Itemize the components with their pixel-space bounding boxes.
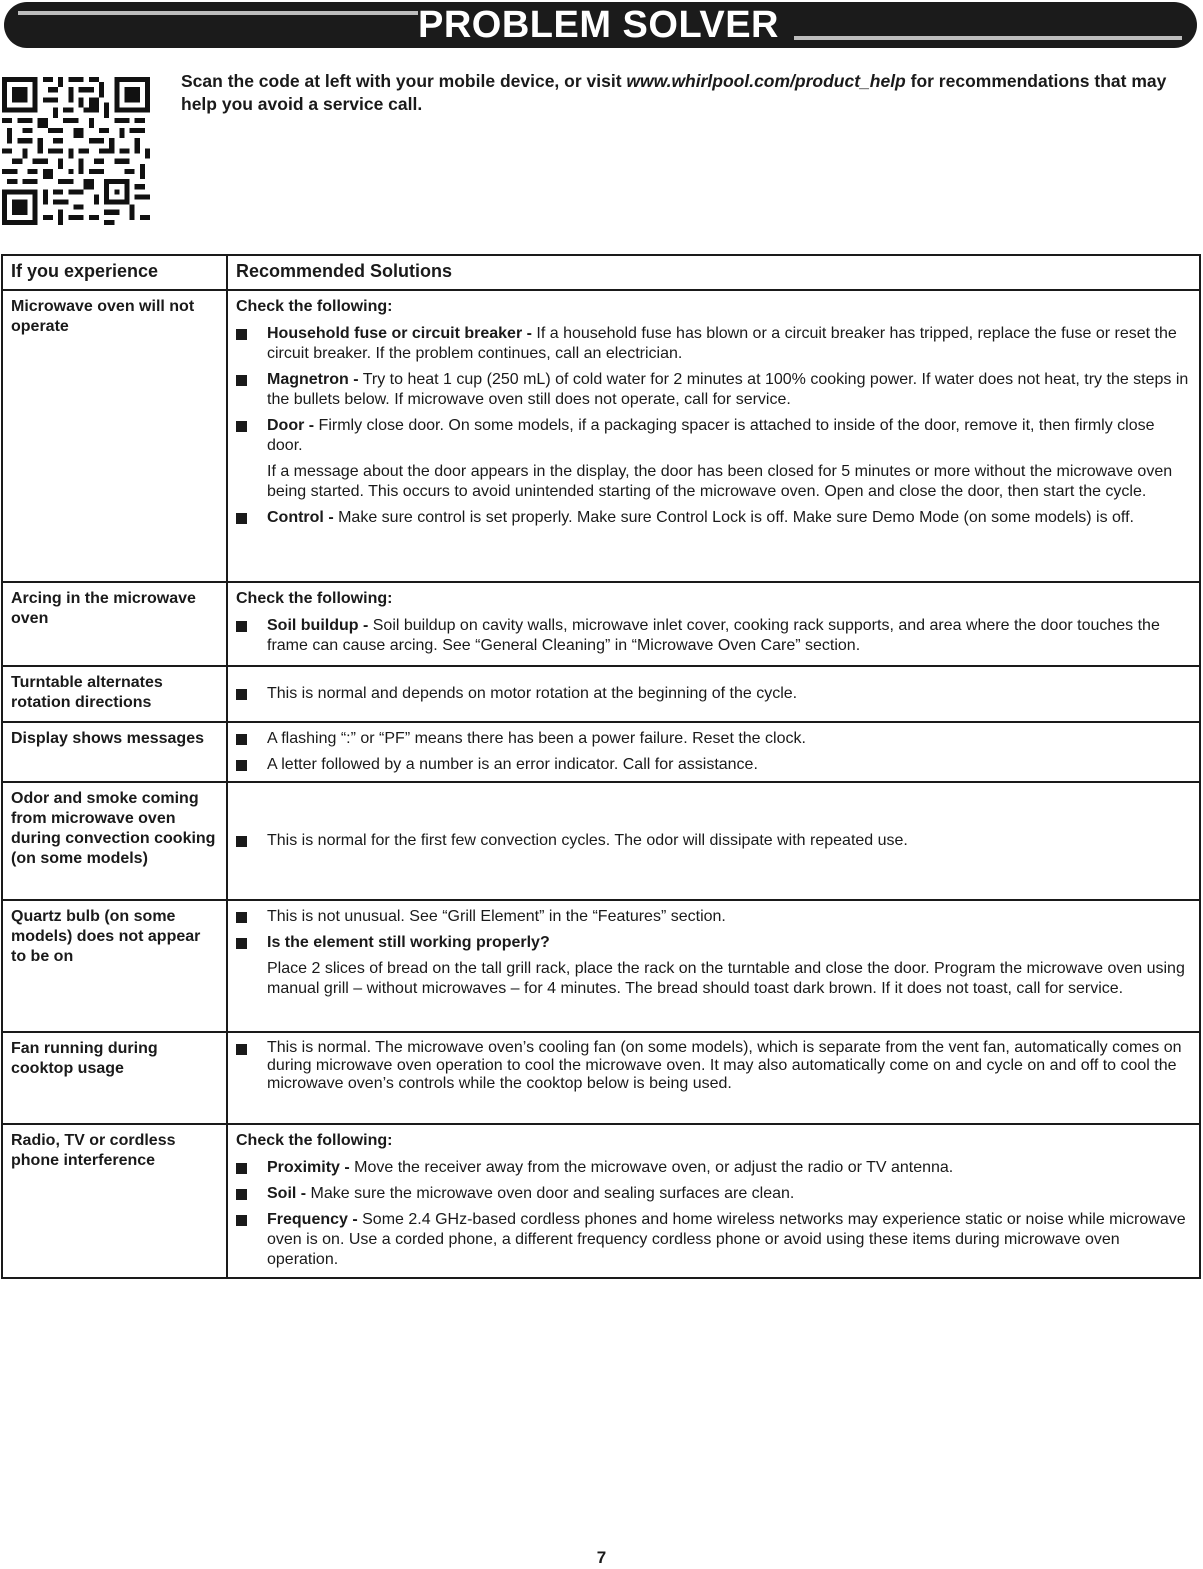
- intro-text-after: for recommendations that may help you avoid a service call.: [181, 71, 1167, 114]
- table-row: [2, 900, 1200, 1032]
- solution-lead: Is the element still working properly?: [267, 934, 550, 951]
- section-banner: [4, 2, 1197, 48]
- problem-cell: Quartz bulb (on some models) does not appear to be on: [2, 900, 227, 1032]
- solution-item: [236, 755, 1191, 775]
- solution-item: [236, 933, 1191, 999]
- bullet-square-icon: [236, 734, 247, 745]
- bullet-square-icon: [236, 375, 247, 386]
- column-header-problem: If you experience: [2, 255, 227, 290]
- bullet-square-icon: [236, 513, 247, 524]
- solution-item: [236, 616, 1191, 656]
- solution-item: [236, 1210, 1191, 1270]
- bullet-square-icon: [236, 329, 247, 340]
- solution-item: [236, 508, 1191, 528]
- solution-text: If a household fuse has blown or a circuit breaker has tripped, replace the fuse or reset the circuit breaker. If the problem continues, call an electrician.: [267, 325, 1177, 362]
- problem-cell: Arcing in the microwave oven: [2, 582, 227, 666]
- bullet-square-icon: [236, 1189, 247, 1200]
- solution-cell: [227, 900, 1200, 1032]
- solution-cell: [227, 1124, 1200, 1278]
- problem-cell: Display shows messages: [2, 722, 227, 782]
- solution-lead: Frequency -: [267, 1211, 358, 1228]
- problem-cell: Odor and smoke coming from microwave oven during convection cooking (on some models): [2, 782, 227, 900]
- table-header-row: [2, 255, 1200, 290]
- banner-rule-right: [794, 36, 1182, 40]
- solution-text: This is normal. The microwave oven’s cooling fan (on some models), which is separate from the vent fan, automatically comes on during microwave oven operation to cool the microwave oven. It may also automatically come on and cycle on and off to cool the microwave oven’s controls while the cooktop below is being used.: [267, 1039, 1182, 1092]
- bullet-square-icon: [236, 421, 247, 432]
- bullet-square-icon: [236, 836, 247, 847]
- solution-note: If a message about the door appears in the display, the door has been closed for 5 minutes or more without the microwave oven being started. This occurs to avoid unintended starting of the microwave oven. Open and close the door, then start the cycle.: [267, 463, 1173, 500]
- solution-text: Firmly close door. On some models, if a packaging spacer is attached to inside of the door, remove it, then firmly close door.: [267, 417, 1155, 454]
- solution-item: [236, 416, 1191, 502]
- check-label: Check the following:: [236, 298, 393, 315]
- page-number: 7: [596, 1548, 607, 1567]
- solution-text: A flashing “:” or “PF” means there has been a power failure. Reset the clock.: [267, 730, 806, 747]
- solution-text: Make sure the microwave oven door and sealing surfaces are clean.: [306, 1185, 795, 1202]
- solution-text: Move the receiver away from the microwave oven, or adjust the radio or TV antenna.: [349, 1159, 954, 1176]
- table-row: [2, 290, 1200, 582]
- table-row: [2, 582, 1200, 666]
- table-row: [2, 666, 1200, 722]
- table-row: [2, 782, 1200, 900]
- solution-cell: [227, 666, 1200, 722]
- table-row: [2, 1124, 1200, 1278]
- bullet-square-icon: [236, 1163, 247, 1174]
- solution-text: Soil buildup on cavity walls, microwave inlet cover, cooking rack supports, and area where the door touches the frame can cause arcing. See “General Cleaning” in “Microwave Oven Care” section.: [267, 617, 1160, 654]
- intro-text: [181, 70, 1171, 116]
- solution-text: Some 2.4 GHz-based cordless phones and home wireless networks may experience static or noise while microwave oven is on. Use a corded phone, a different frequency cordless phone or avoid using these items during microwave oven operation.: [267, 1211, 1186, 1268]
- bullet-square-icon: [236, 1044, 247, 1055]
- solution-cell: [227, 782, 1200, 900]
- page-title: PROBLEM SOLVER: [418, 4, 779, 46]
- solution-lead: Magnetron -: [267, 371, 359, 388]
- solution-item: [236, 1158, 1191, 1178]
- solution-text: Make sure control is set properly. Make sure Control Lock is off. Make sure Demo Mode (on some models) is off.: [333, 509, 1134, 526]
- banner-rule-left: [18, 11, 418, 15]
- qr-code-icon[interactable]: [2, 77, 150, 225]
- solution-item: [236, 831, 1191, 851]
- table-row: [2, 1032, 1200, 1124]
- problem-cell: Fan running during cooktop usage: [2, 1032, 227, 1124]
- solution-lead: Household fuse or circuit breaker -: [267, 325, 532, 342]
- bullet-square-icon: [236, 938, 247, 949]
- bullet-square-icon: [236, 1215, 247, 1226]
- solution-lead: Soil buildup -: [267, 617, 369, 634]
- solution-lead: Soil -: [267, 1185, 307, 1202]
- bullet-square-icon: [236, 689, 247, 700]
- solution-text: This is normal for the first few convection cycles. The odor will dissipate with repeated use.: [267, 832, 908, 849]
- problem-cell: Turntable alternates rotation directions: [2, 666, 227, 722]
- table-row: [2, 722, 1200, 782]
- solution-item: [236, 370, 1191, 410]
- solution-text: This is normal and depends on motor rotation at the beginning of the cycle.: [267, 685, 798, 702]
- solution-item: [236, 324, 1191, 364]
- solution-cell: [227, 582, 1200, 666]
- solution-item: [236, 1039, 1191, 1093]
- solution-lead: Door -: [267, 417, 315, 434]
- solution-text: This is not unusual. See “Grill Element” in the “Features” section.: [267, 908, 726, 925]
- solution-cell: [227, 290, 1200, 582]
- help-url-link[interactable]: www.whirlpool.com/product_help: [626, 71, 906, 91]
- solution-cell: [227, 722, 1200, 782]
- solution-item: [236, 907, 1191, 927]
- bullet-square-icon: [236, 621, 247, 632]
- check-label: Check the following:: [236, 1132, 393, 1149]
- column-header-solutions: Recommended Solutions: [227, 255, 1200, 290]
- solution-item: [236, 729, 1191, 749]
- check-label: Check the following:: [236, 590, 393, 607]
- bullet-square-icon: [236, 760, 247, 771]
- solution-item: [236, 684, 1191, 704]
- bullet-square-icon: [236, 912, 247, 923]
- solution-lead: Control -: [267, 509, 334, 526]
- solution-text: Try to heat 1 cup (250 mL) of cold water for 2 minutes at 100% cooking power. If water does not heat, try the steps in the bullets below. If microwave oven still does not operate, call for service.: [267, 371, 1189, 408]
- solution-lead: Proximity -: [267, 1159, 350, 1176]
- solution-text: A letter followed by a number is an error indicator. Call for assistance.: [267, 756, 758, 773]
- solution-item: [236, 1184, 1191, 1204]
- solution-cell: [227, 1032, 1200, 1124]
- intro-text-before: Scan the code at left with your mobile device, or visit: [181, 71, 627, 91]
- solution-note: Place 2 slices of bread on the tall grill rack, place the rack on the turntable and close the door. Program the microwave oven using manual grill – without microwaves – for 4 minutes. The bread should toast dark brown. If it does not toast, call for service.: [267, 960, 1185, 997]
- problem-cell: Microwave oven will not operate: [2, 290, 227, 582]
- problem-cell: Radio, TV or cordless phone interference: [2, 1124, 227, 1278]
- problem-solver-table: [1, 254, 1201, 1279]
